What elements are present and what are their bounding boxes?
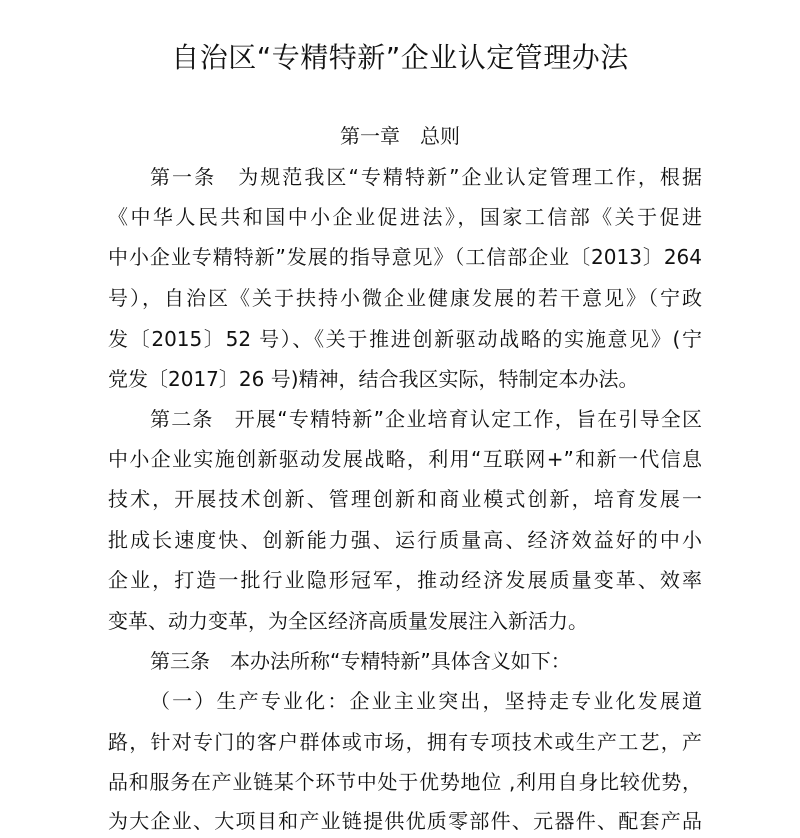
text-line: 技术，开展技术创新、管理创新和商业模式创新，培育发展一 [108, 487, 702, 511]
text-line: 中小企业实施创新驱动发展战略，利用“互联网+”和新一代信息 [108, 447, 702, 471]
text-line: 第二条 开展“专精特新”企业培育认定工作，旨在引导全区 [150, 407, 702, 431]
text-line: 路，针对专门的客户群体或市场，拥有专项技术或生产工艺，产 [108, 730, 702, 754]
text-line: 发〔2015〕52 号）、《关于推进创新驱动战略的实施意见》(宁 [108, 327, 702, 351]
text-line: 企业，打造一批行业隐形冠军，推动经济发展质量变革、效率 [108, 568, 702, 592]
text-line: 为大企业、大项目和产业链提供优质零部件、元器件、配套产品 [108, 809, 702, 833]
text-line: 《中华人民共和国中小企业促进法》，国家工信部《关于促进 [108, 205, 702, 229]
text-line: 第三条 本办法所称“专精特新”具体含义如下： [150, 649, 571, 673]
text-line: 变革、动力变革，为全区经济高质量发展注入新活力。 [108, 609, 588, 633]
text-line: （一）生产专业化：企业主业突出，坚持走专业化发展道 [150, 689, 702, 713]
text-line: 第一条 为规范我区“专精特新”企业认定管理工作，根据 [150, 165, 702, 189]
text-line: 中小企业专精特新”发展的指导意见》（工信部企业〔2013〕264 [108, 245, 702, 269]
text-line: 品和服务在产业链某个环节中处于优势地位 ,利用自身比较优势， [108, 770, 702, 794]
text-line: 党发〔2017〕26 号)精神，结合我区实际，特制定本办法。 [108, 367, 639, 391]
text-line: 号），自治区《关于扶持小微企业健康发展的若干意见》（宁政 [108, 286, 702, 310]
text-line: 批成长速度快、创新能力强、运行质量高、经济效益好的中小 [108, 528, 702, 552]
chapter-heading: 第一章 总则 [340, 124, 460, 148]
document-title: 自治区“专精特新”企业认定管理办法 [171, 41, 629, 74]
